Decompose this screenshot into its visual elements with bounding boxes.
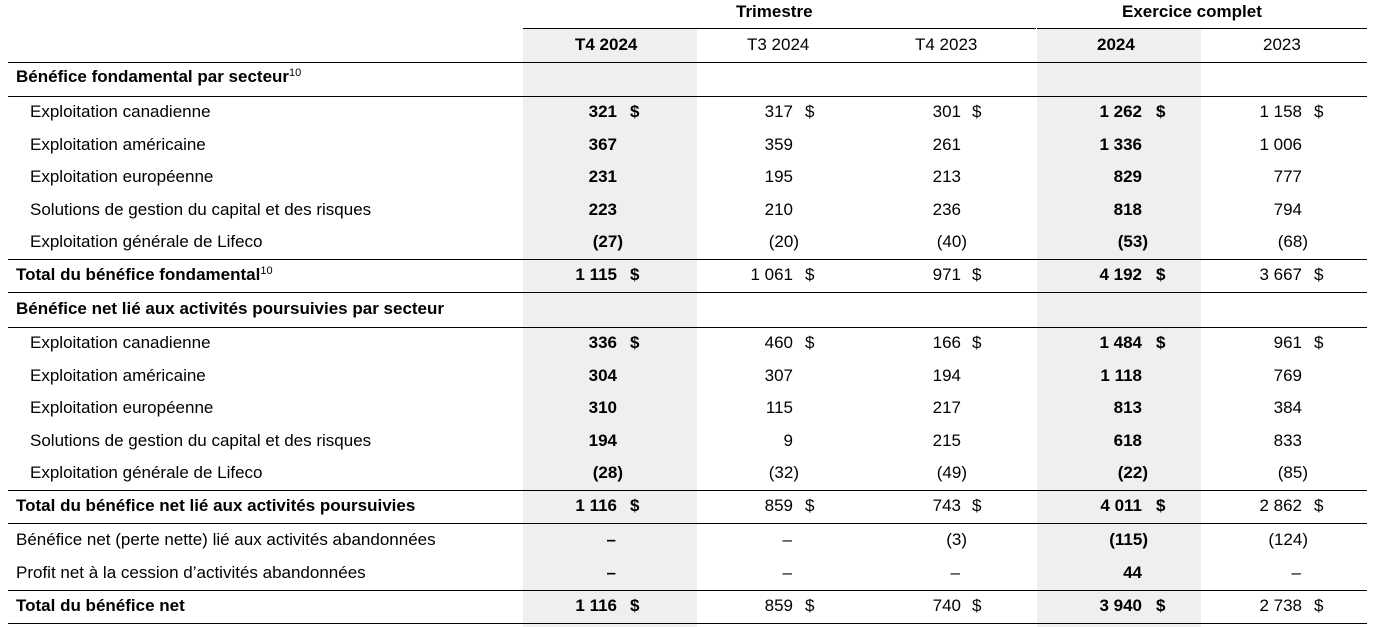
row-label — [16, 299, 444, 319]
row-label — [30, 463, 263, 483]
row-label — [16, 67, 301, 87]
currency-symbol: $ — [1156, 102, 1166, 121]
row-label — [30, 200, 371, 220]
currency-symbol: $ — [805, 102, 815, 121]
row-divider — [8, 523, 1367, 524]
currency-symbol: $ — [1156, 496, 1166, 515]
column-header-t4-2023: T4 2023 — [915, 35, 978, 54]
cell-value: – — [782, 563, 792, 582]
cell-value: 215 — [932, 431, 961, 450]
row-divider — [8, 96, 1367, 97]
cell-value: 44 — [1123, 563, 1142, 582]
cell-value: 195 — [764, 167, 793, 186]
row-divider — [8, 590, 1367, 591]
column-header-t3-2024: T3 2024 — [747, 35, 810, 54]
row-label-text: Exploitation générale de Lifeco — [30, 463, 263, 482]
row-label — [30, 135, 206, 155]
cell-value: 384 — [1273, 398, 1302, 417]
cell-value: 813 — [1113, 398, 1142, 417]
cell-value: (85) — [1277, 463, 1308, 482]
currency-symbol: $ — [1314, 102, 1324, 121]
row-label — [16, 563, 366, 583]
cell-value: 2 738 — [1259, 596, 1302, 615]
cell-value: 1 061 — [750, 265, 793, 284]
currency-symbol: $ — [630, 102, 640, 121]
cell-value: (68) — [1277, 232, 1308, 251]
row-label-text: Profit net à la cession d’activités abandonnées — [16, 563, 366, 582]
row-label-text: Total du bénéfice fondamental — [16, 265, 261, 284]
cell-value: 971 — [932, 265, 961, 284]
row-label — [30, 167, 213, 187]
currency-symbol: $ — [972, 496, 982, 515]
cell-value: 859 — [764, 496, 793, 515]
cell-value: 3 667 — [1259, 265, 1302, 284]
row-label-text: Exploitation canadienne — [30, 102, 211, 121]
row-divider — [8, 259, 1367, 260]
cell-value: (3) — [946, 530, 967, 549]
currency-symbol: $ — [630, 596, 640, 615]
currency-symbol: $ — [1314, 333, 1324, 352]
row-label — [30, 431, 371, 451]
cell-value: 1 484 — [1099, 333, 1142, 352]
cell-value: 321 — [588, 102, 617, 121]
row-label — [30, 398, 213, 418]
cell-value: 115 — [765, 398, 793, 417]
cell-value: 1 262 — [1099, 102, 1142, 121]
currency-symbol: $ — [805, 496, 815, 515]
cell-value: 740 — [932, 596, 961, 615]
currency-symbol: $ — [630, 496, 640, 515]
cell-value: – — [1291, 563, 1301, 582]
cell-value: 859 — [764, 596, 793, 615]
group-header-year: Exercice complet — [1122, 2, 1262, 21]
row-label — [16, 596, 185, 616]
cell-value: (49) — [936, 463, 967, 482]
column-header-2023: 2023 — [1263, 35, 1301, 54]
cell-value: 217 — [932, 398, 961, 417]
table-bottom-rule — [8, 623, 1367, 624]
group-header-quarter: Trimestre — [736, 2, 813, 21]
cell-value: (32) — [768, 463, 799, 482]
row-label-text: Bénéfice net (perte nette) lié aux activités abandonnées — [16, 530, 436, 549]
cell-value: 223 — [588, 200, 617, 219]
cell-value: 210 — [764, 200, 793, 219]
cell-value: 3 940 — [1099, 596, 1142, 615]
cell-value: 261 — [932, 135, 961, 154]
cell-value: 829 — [1113, 167, 1142, 186]
row-label-text: Exploitation générale de Lifeco — [30, 232, 263, 251]
row-label — [16, 530, 436, 550]
cell-value: 359 — [764, 135, 793, 154]
cell-value: 301 — [932, 102, 961, 121]
row-label-text: Exploitation européenne — [30, 167, 214, 186]
row-label — [30, 366, 206, 386]
footnote-ref: 10 — [260, 265, 273, 277]
cell-value: 2 862 — [1259, 496, 1302, 515]
row-label-text: Exploitation américaine — [30, 366, 206, 385]
footnote-ref: 10 — [289, 67, 302, 79]
currency-symbol: $ — [1156, 596, 1166, 615]
cell-value: (20) — [768, 232, 799, 251]
column-header-2024: 2024 — [1097, 35, 1135, 54]
row-label — [16, 496, 415, 516]
cell-value: 304 — [588, 366, 617, 385]
cell-value: 4 192 — [1099, 265, 1142, 284]
cell-value: 236 — [932, 200, 961, 219]
rule-year-group — [1037, 28, 1367, 29]
row-label — [30, 102, 211, 122]
currency-symbol: $ — [1314, 496, 1324, 515]
currency-symbol: $ — [972, 265, 982, 284]
cell-value: 1 006 — [1259, 135, 1302, 154]
cell-value: 818 — [1113, 200, 1142, 219]
cell-value: 4 011 — [1100, 496, 1142, 515]
cell-value: 9 — [783, 431, 793, 450]
cell-value: 213 — [932, 167, 961, 186]
cell-value: 310 — [588, 398, 617, 417]
currency-symbol: $ — [1314, 596, 1324, 615]
row-label-text: Bénéfice fondamental par secteur — [16, 67, 290, 86]
cell-value: (28) — [592, 463, 623, 482]
row-divider — [8, 327, 1367, 328]
cell-value: 777 — [1273, 167, 1302, 186]
cell-value: 336 — [588, 333, 617, 352]
currency-symbol: $ — [805, 333, 815, 352]
cell-value: 769 — [1273, 366, 1302, 385]
cell-value: 961 — [1273, 333, 1302, 352]
cell-value: 618 — [1113, 431, 1142, 450]
row-divider — [8, 490, 1367, 491]
cell-value: 1 116 — [575, 596, 617, 615]
column-header-t4-2024: T4 2024 — [575, 35, 638, 54]
row-label-text: Total du bénéfice net lié aux activités poursuivies — [16, 496, 416, 515]
currency-symbol: $ — [1156, 265, 1166, 284]
currency-symbol: $ — [972, 596, 982, 615]
cell-value: (27) — [592, 232, 623, 251]
row-label-text: Exploitation canadienne — [30, 333, 211, 352]
cell-value: 1 116 — [575, 496, 617, 515]
cell-value: 460 — [764, 333, 793, 352]
currency-symbol: $ — [805, 265, 815, 284]
row-label — [30, 232, 263, 252]
cell-value: 194 — [588, 431, 617, 450]
cell-value: – — [782, 530, 792, 549]
currency-symbol: $ — [972, 102, 982, 121]
cell-value: – — [606, 530, 616, 549]
rule-header-bottom — [8, 62, 1367, 63]
row-label — [16, 265, 273, 285]
row-label-text: Exploitation européenne — [30, 398, 214, 417]
currency-symbol: $ — [972, 333, 982, 352]
cell-value: 833 — [1273, 431, 1302, 450]
row-label — [30, 333, 211, 353]
cell-value: (22) — [1117, 463, 1148, 482]
cell-value: 367 — [588, 135, 617, 154]
row-label-text: Solutions de gestion du capital et des risques — [30, 200, 372, 219]
cell-value: 194 — [932, 366, 961, 385]
cell-value: 166 — [932, 333, 961, 352]
cell-value: 307 — [764, 366, 793, 385]
cell-value: – — [606, 563, 616, 582]
row-label-text: Solutions de gestion du capital et des risques — [30, 431, 372, 450]
currency-symbol: $ — [1314, 265, 1324, 284]
cell-value: 1 336 — [1099, 135, 1142, 154]
cell-value: (124) — [1268, 530, 1308, 549]
row-label-text: Bénéfice net lié aux activités poursuivies par secteur — [16, 299, 445, 318]
cell-value: 1 158 — [1259, 102, 1302, 121]
cell-value: 743 — [932, 496, 961, 515]
row-label-text: Exploitation américaine — [30, 135, 206, 154]
cell-value: 231 — [588, 167, 617, 186]
currency-symbol: $ — [630, 265, 640, 284]
cell-value: (115) — [1109, 530, 1148, 549]
cell-value: (40) — [936, 232, 967, 251]
currency-symbol: $ — [1156, 333, 1166, 352]
row-label-text: Total du bénéfice net — [16, 596, 185, 615]
currency-symbol: $ — [805, 596, 815, 615]
cell-value: (53) — [1117, 232, 1148, 251]
cell-value: 317 — [764, 102, 793, 121]
cell-value: 1 115 — [575, 265, 617, 284]
cell-value: 794 — [1273, 200, 1302, 219]
cell-value: 1 118 — [1100, 366, 1142, 385]
currency-symbol: $ — [630, 333, 640, 352]
row-divider — [8, 292, 1367, 293]
rule-quarter-group — [523, 28, 1036, 29]
cell-value: – — [950, 563, 960, 582]
